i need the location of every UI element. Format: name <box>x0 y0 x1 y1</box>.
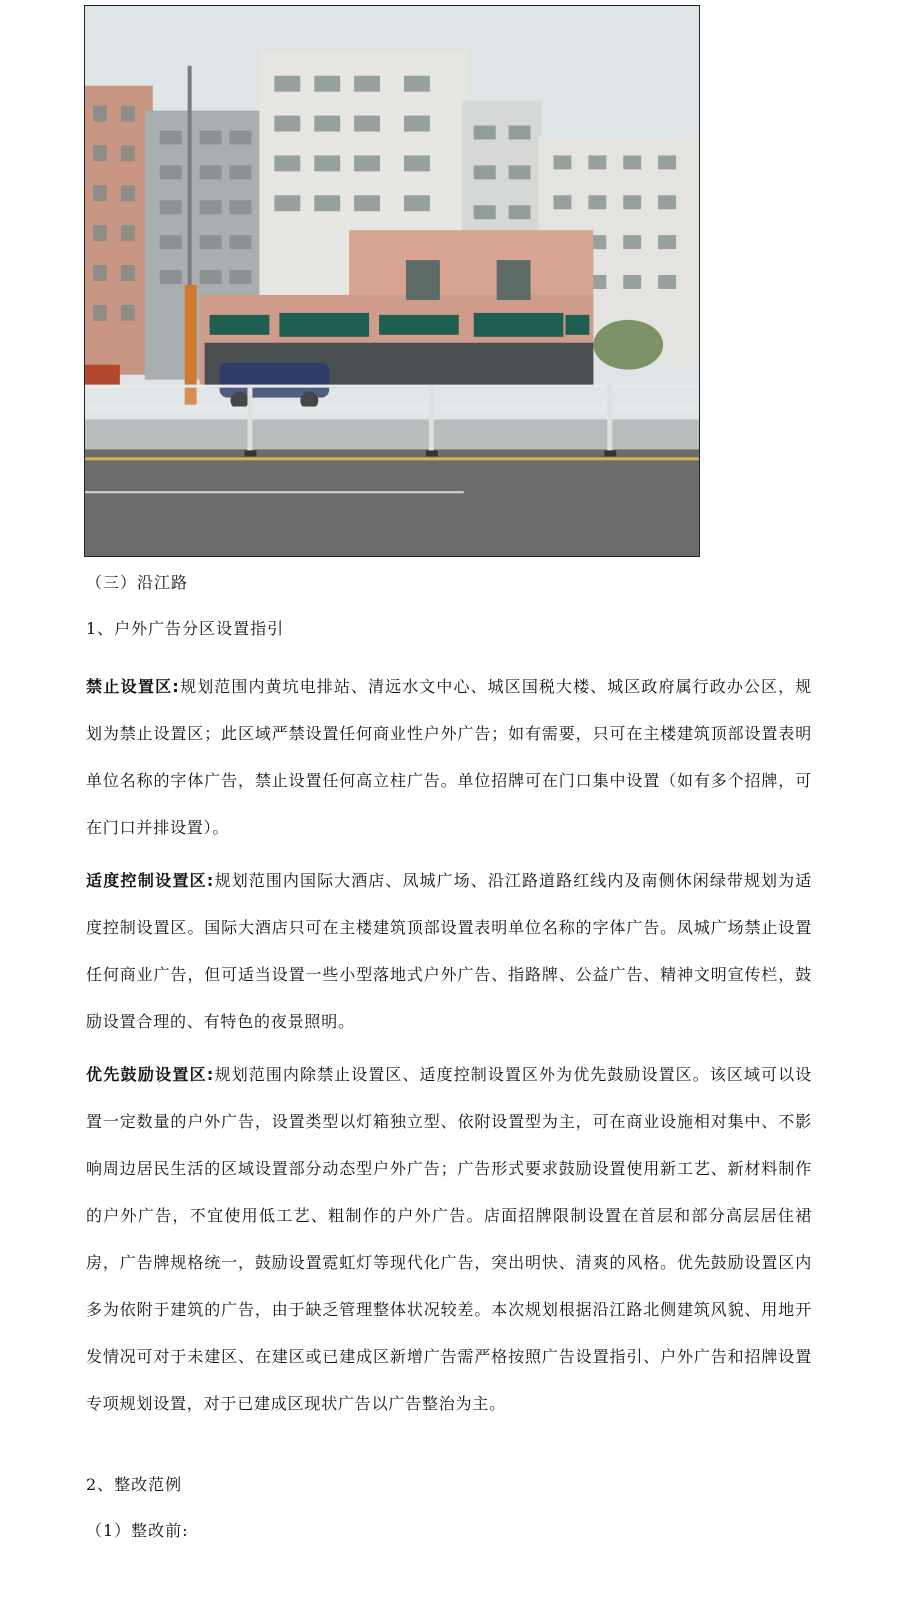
paragraph-text: 规划范围内黄坑电排站、清远水文中心、城区国税大楼、城区政府属行政办公区，规划为禁止设置区；此区域严禁设置任何商业性户外广告；如有需要，只可在主楼建筑顶部设置表明单位名称的字体广告，禁止设置任何高立柱广告。单位招牌可在门口集中设置（如有多个招牌，可在门口并排设置）。 <box>86 677 812 837</box>
paragraph-label: 禁止设置区: <box>86 677 180 696</box>
paragraph-moderate-zone <box>86 857 812 1045</box>
paragraph-text: 规划范围内国际大酒店、凤城广场、沿江路道路红线内及南侧休闲绿带规划为适度控制设置区。国际大酒店只可在主楼建筑顶部设置表明单位名称的字体广告。凤城广场禁止设置任何商业广告，但可适当设置一些小型落地式户外广告、指路牌、公益广告、精神文明宣传栏，鼓励设置合理的、有特色的夜景照明。 <box>86 871 812 1031</box>
paragraph-label: 优先鼓励设置区: <box>86 1065 215 1084</box>
paragraph-text: 规划范围内除禁止设置区、适度控制设置区外为优先鼓励设置区。该区域可以设置一定数量的户外广告，设置类型以灯箱独立型、依附设置型为主，可在商业设施相对集中、不影响周边居民生活的区域设置部分动态型户外广告；广告形式要求鼓励设置使用新工艺、新材料制作的户外广告，不宜使用低工艺、粗制作的户外广告。店面招牌限制设置在首层和部分高层居住裙房，广告牌规格统一，鼓励设置霓虹灯等现代化广告，突出明快、清爽的风格。优先鼓励设置区内多为依附于建筑的广告，由于缺乏管理整体状况较差。本次规划根据沿江路北侧建筑风貌、用地开发情况可对于未建区、在建区或已建成区新增广告需严格按照广告设置指引、户外广告和招牌设置专项规划设置，对于已建成区现状广告以广告整治为主。 <box>86 1065 812 1413</box>
section-heading: （三）沿江路 <box>86 573 189 592</box>
paragraph-priority-zone <box>86 1051 812 1427</box>
subsection-title-1: 1、户外广告分区设置指引 <box>86 619 285 638</box>
street-photo <box>84 5 700 557</box>
paragraph-prohibited-zone <box>86 663 812 851</box>
subsection-item-before: （1）整改前: <box>86 1521 189 1540</box>
paragraph-label: 适度控制设置区: <box>86 871 215 890</box>
street-photo-illustration <box>85 6 699 556</box>
subsection-title-2: 2、整改范例 <box>86 1475 183 1494</box>
